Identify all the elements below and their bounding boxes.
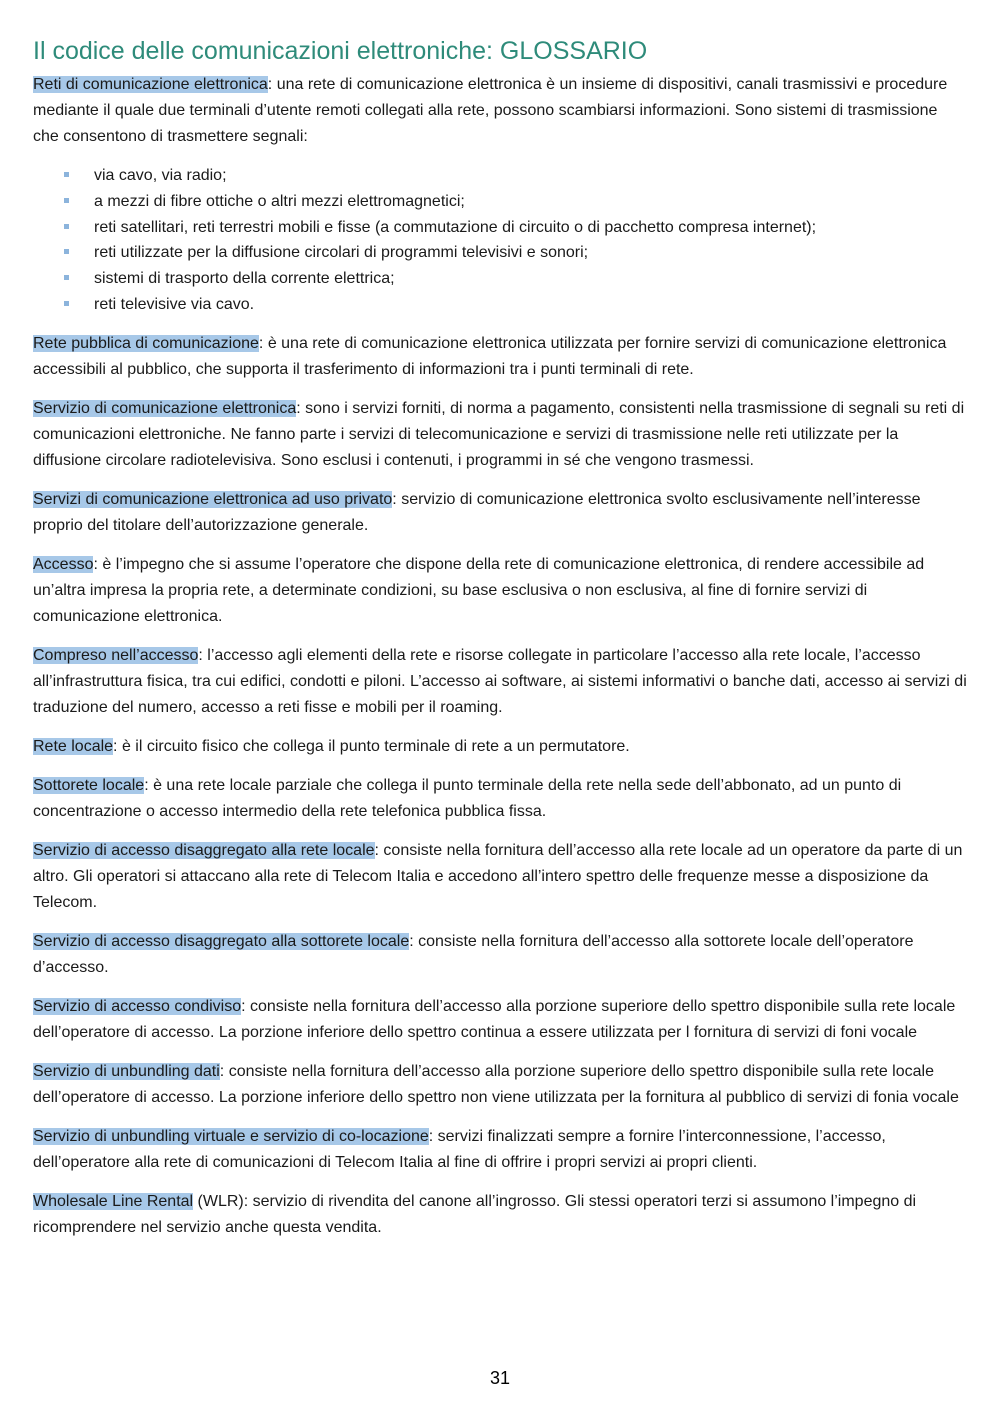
glossary-definition: : consiste nella fornitura dell’accesso alla rete locale ad un operatore da parte di un altro. Gli operatori si attaccano alla rete di Telecom Italia e accedono all’intero spettro delle frequenze messe a disposizione da Telecom. <box>33 841 963 911</box>
glossary-term: Accesso <box>33 555 94 573</box>
glossary-term: Compreso nell’accesso <box>33 646 199 664</box>
bullet-icon <box>64 249 69 254</box>
glossary-entry <box>33 396 967 474</box>
bullet-icon <box>64 301 69 306</box>
glossary-definition: : l’accesso agli elementi della rete e risorse collegate in particolare l’accesso alla rete locale, l’accesso all’infrastruttura fisica, tra cui edifici, condotti e piloni. L’accesso ai software, ai sistemi informativi o banche dati, accesso ai servizi di traduzione del numero, accesso a reti fisse e mobili per il roaming. <box>33 646 967 716</box>
list-item-text: sistemi di trasporto della corrente elettrica; <box>94 270 395 288</box>
list-item <box>33 266 967 292</box>
glossary-definition: (WLR): servizio di rivendita del canone all’ingrosso. Gli stessi operatori terzi si assumono l’impegno di ricomprendere nel servizio anche questa vendita. <box>33 1192 917 1236</box>
glossary-entry-intro <box>33 72 967 150</box>
page-number: 31 <box>489 1368 511 1388</box>
glossary-entry <box>33 994 967 1046</box>
glossary-term: Rete pubblica di comunicazione <box>33 334 259 352</box>
list-item <box>33 292 967 318</box>
glossary-entry <box>33 734 967 760</box>
glossary-definition: : servizi finalizzati sempre a fornire l’interconnessione, l’accesso, dell’operatore alla rete di comunicazioni di Telecom Italia al fine di offrire i propri servizi ai propri clienti. <box>33 1127 886 1171</box>
bullet-icon <box>64 172 69 177</box>
glossary-term: Reti di comunicazione elettronica <box>33 76 268 93</box>
glossary-entry <box>33 1189 967 1241</box>
glossary-entry <box>33 1059 967 1111</box>
bullet-icon <box>64 275 69 280</box>
list-item <box>33 240 967 266</box>
glossary-term: Servizi di comunicazione elettronica ad uso privato <box>33 490 393 508</box>
glossary-definition: : servizio di comunicazione elettronica svolto esclusivamente nell’interesse proprio del titolare dell’autorizzazione generale. <box>33 490 921 534</box>
list-item <box>33 215 967 241</box>
glossary-entry <box>33 929 967 981</box>
list-item-text: reti televisive via cavo. <box>94 295 255 313</box>
glossary-entry <box>33 773 967 825</box>
glossary-definition: : una rete di comunicazione elettronica è un insieme di dispositivi, canali trasmissivi e procedure mediante il quale due terminali d’utente remoti collegati alla rete, possono scambiarsi informazioni. Sono sistemi di trasmissione che consentono di trasmettere segnali: <box>33 76 948 145</box>
document-page <box>33 34 967 1254</box>
glossary-term: Sottorete locale <box>33 776 145 794</box>
glossary-definition: : è una rete locale parziale che collega il punto terminale della rete nella sede dell’abbonato, ad un punto di concentrazione o accesso intermedio della rete telefonica pubblica fissa. <box>33 776 902 820</box>
bullet-icon <box>64 224 69 229</box>
glossary-entry <box>33 838 967 916</box>
glossary-definition: : consiste nella fornitura dell’accesso alla porzione superiore dello spettro disponibile sulla rete locale dell’operatore di accesso. La porzione inferiore dello spettro continua a essere utilizzata per l fornitura di servizi di foni vocale <box>33 997 956 1041</box>
glossary-definition: : sono i servizi forniti, di norma a pagamento, consistenti nella trasmissione di segnali su reti di comunicazioni elettroniche. Ne fanno parte i servizi di telecomunicazione e servizi di trasmissione nelle reti utilizzate per la diffusione circolare radiotelevisiva. Sono esclusi i contenuti, i programmi in sé che vengono trasmessi. <box>33 399 965 469</box>
list-item-text: a mezzi di fibre ottiche o altri mezzi elettromagnetici; <box>94 192 465 210</box>
glossary-definition: : è l’impegno che si assume l’operatore che dispone della rete di comunicazione elettronica, di rendere accessibile ad un’altra impresa la propria rete, a determinate condizioni, su base esclusiva o non esclusiva, al fine di fornire servizi di comunicazione elettronica. <box>33 555 925 625</box>
list-item-text: via cavo, via radio; <box>94 167 227 184</box>
list-item <box>33 163 967 189</box>
glossary-entry <box>33 643 967 721</box>
glossary-term: Servizio di accesso disaggregato alla sottorete locale <box>33 932 410 950</box>
glossary-entry <box>33 487 967 539</box>
glossary-term: Servizio di accesso condiviso <box>33 997 242 1015</box>
glossary-definition: : consiste nella fornitura dell’accesso alla sottorete locale dell’operatore d’accesso. <box>33 932 914 976</box>
glossary-term: Servizio di unbundling dati <box>33 1062 220 1080</box>
bullet-icon <box>64 198 69 203</box>
glossary-entry <box>33 552 967 630</box>
glossary-term: Rete locale <box>33 737 114 755</box>
list-item-text: reti satellitari, reti terrestri mobili e fisse (a commutazione di circuito o di pacchetto compresa internet); <box>94 218 817 236</box>
glossary-definition: : è una rete di comunicazione elettronica utilizzata per fornire servizi di comunicazione elettronica accessibili al pubblico, che supporta il trasferimento di informazioni tra i punti terminali di rete. <box>33 334 947 378</box>
glossary-entry <box>33 331 967 383</box>
glossary-term: Servizio di unbundling virtuale e servizio di co-locazione <box>33 1127 429 1145</box>
page-title: Il codice delle comunicazioni elettroniche: GLOSSARIO <box>33 37 648 65</box>
glossary-definition: : è il circuito fisico che collega il punto terminale di rete a un permutatore. <box>113 737 630 755</box>
glossary-term: Servizio di comunicazione elettronica <box>33 399 297 417</box>
glossary-definition: : consiste nella fornitura dell’accesso alla porzione superiore dello spettro disponibile sulla rete locale dell’operatore di accesso. La porzione inferiore dello spettro non viene utilizzata per la fornitura al pubblico di servizi di fonia vocale <box>33 1062 959 1106</box>
glossary-entry <box>33 1124 967 1176</box>
bullet-list <box>33 163 967 318</box>
glossary-term: Wholesale Line Rental <box>33 1192 194 1210</box>
list-item-text: reti utilizzate per la diffusione circolari di programmi televisivi e sonori; <box>94 244 589 262</box>
list-item <box>33 189 967 215</box>
glossary-term: Servizio di accesso disaggregato alla rete locale <box>33 841 375 859</box>
